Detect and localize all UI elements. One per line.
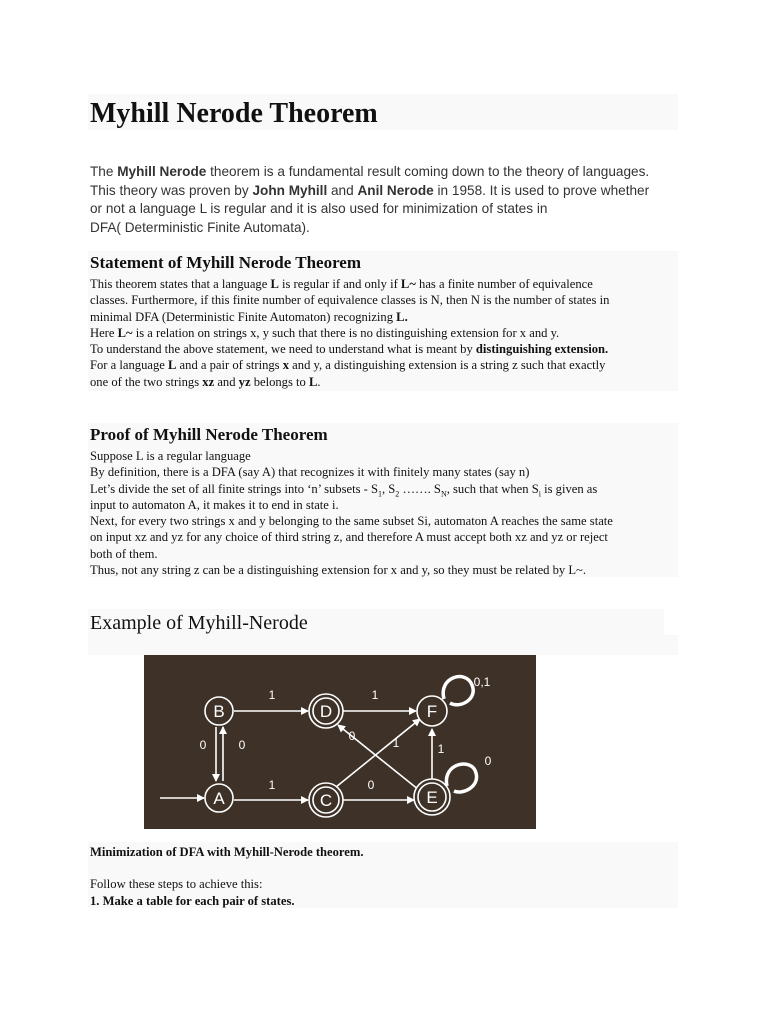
label-c-e: 0 [367, 778, 375, 792]
state-label-f: F [426, 702, 438, 721]
label-b-d: 1 [268, 688, 276, 702]
state-label-b: B [213, 702, 225, 721]
intro-line-2: This theory was proven by John Myhill and Anil Nerode in 1958. It is used to prove whether [90, 182, 650, 198]
statement-section [90, 253, 680, 390]
statement-heading: Statement of Myhill Nerode Theorem [90, 253, 362, 272]
proof-body: Suppose L is a regular language By definition, there is a DFA (say A) that recognizes it with finitely many states (say n) Let’s divide the set of all finite strings into ‘n’ subsets - $S_1$, $S_2$ ……. $S_N$, such that when $S_i$ is given as input to automaton A, it makes it to end in state i. Next, for every two strings x and y belonging to the same subset Si, automaton A reaches the same state on input xz and yz for any choice of third string z, and therefore A must accept both xz and yz or reject both of them. Thus, not any string z can be a distinguishing extension for x and y, so they must be related by L~. [90, 449, 613, 578]
state-label-d: D [319, 702, 333, 721]
label-d-f: 1 [371, 688, 379, 702]
dfa-diagram [144, 655, 536, 829]
intro-line-1: The Myhill Nerode theorem is a fundamental result coming down to the theory of languages. [90, 164, 650, 179]
label-b-a: 0 [199, 738, 207, 752]
minimization-follow: Follow these steps to achieve this: [90, 877, 263, 892]
statement-body: This theorem states that a language L is regular if and only if L~ has a finite number of equivalence classes. Furthermore, if this finite number of equivalence classes is N, then N is the number of states in minimal DFA (Deterministic Finite Automaton) recognizing L. Here L~ is a relation on strings x, y such that there is no distinguishing extension for x and y. To understand the above statement, we need to understand what is meant by distinguishing extension. For a language L and a pair of strings x and y, a distinguishing extension is a string z such that exactly one of the two strings xz and yz belongs to L. [90, 277, 610, 389]
minimization-step-1: 1. Make a table for each pair of states. [90, 893, 295, 908]
proof-section [90, 425, 680, 578]
state-label-e: E [426, 788, 438, 807]
state-label-a: A [213, 789, 225, 808]
intro-paragraph [90, 163, 690, 238]
example-heading: Example of Myhill-Nerode [90, 612, 308, 634]
proof-heading: Proof of Myhill Nerode Theorem [90, 425, 328, 444]
label-c-f: 1 [392, 736, 400, 750]
page-title: Myhill Nerode Theorem [90, 98, 378, 129]
label-a-b: 0 [238, 738, 246, 752]
minimization-section [90, 844, 680, 909]
state-label-c: C [319, 791, 333, 810]
minimization-heading: Minimization of DFA with Myhill-Nerode theorem. [90, 845, 364, 859]
label-e-f: 1 [437, 742, 445, 756]
label-e-d: 0 [348, 729, 356, 743]
label-e-loop: 0 [484, 754, 492, 768]
intro-line-4: DFA( Deterministic Finite Automata). [90, 220, 310, 236]
label-a-c: 1 [268, 778, 276, 792]
example-band-2 [88, 635, 678, 655]
label-f-loop: 0,1 [473, 675, 491, 689]
intro-line-3: or not a language L is regular and it is also used for minimization of states in [90, 201, 548, 217]
